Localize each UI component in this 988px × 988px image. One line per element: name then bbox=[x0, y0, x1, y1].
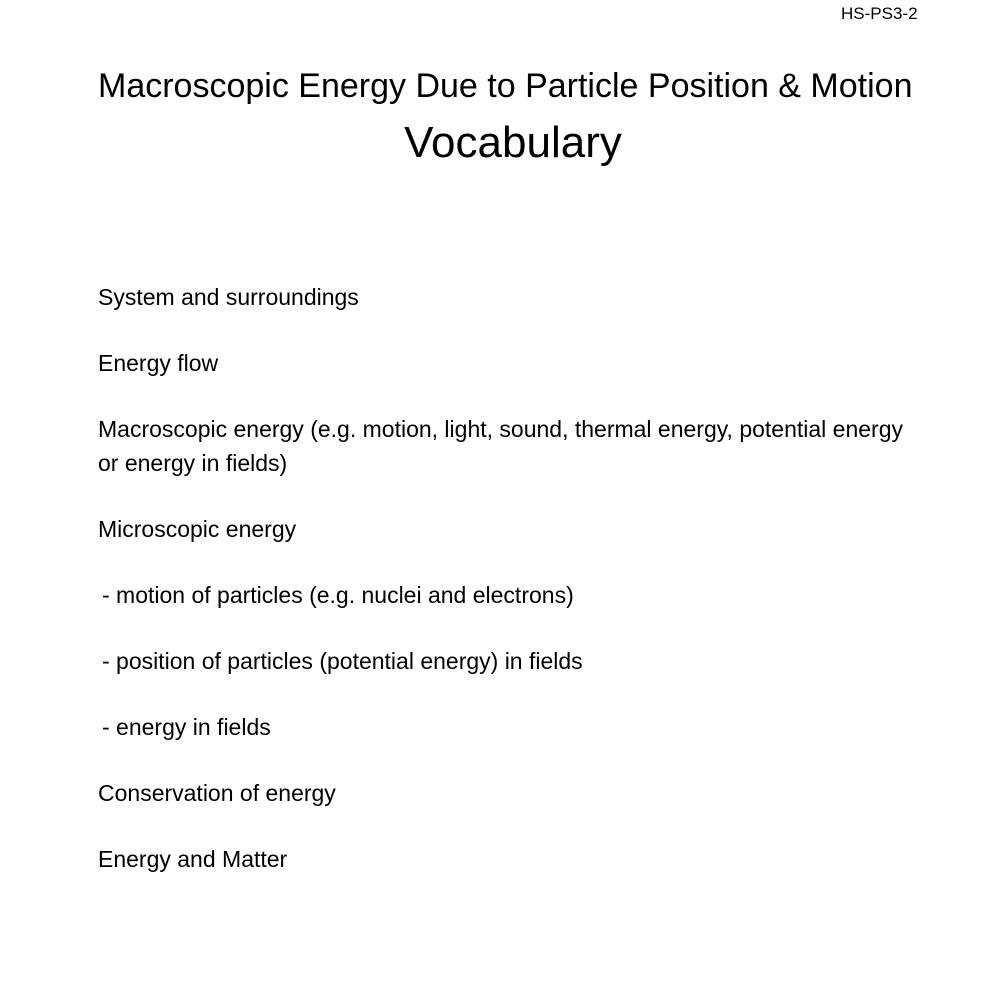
vocab-item-conservation-of-energy: Conservation of energy bbox=[98, 780, 336, 806]
vocab-item-energy-flow: Energy flow bbox=[98, 350, 219, 376]
page-subtitle: Vocabulary bbox=[404, 118, 622, 167]
vocab-item-microscopic-energy: Microscopic energy bbox=[98, 516, 297, 542]
vocab-item-system-surroundings: System and surroundings bbox=[98, 284, 359, 310]
vocab-item-macroscopic-energy: Macroscopic energy (e.g. motion, light, sound, thermal energy, potential energy or energy in fields) bbox=[98, 416, 903, 476]
vocabulary-list bbox=[98, 280, 928, 908]
vocab-subitem-position-of-particles: - position of particles (potential energy) in fields bbox=[102, 648, 583, 674]
vocab-item-energy-and-matter: Energy and Matter bbox=[98, 846, 288, 872]
vocab-subitem-energy-in-fields: - energy in fields bbox=[102, 714, 271, 740]
vocab-subitem-motion-of-particles: - motion of particles (e.g. nuclei and electrons) bbox=[102, 582, 574, 608]
standard-code: HS-PS3-2 bbox=[841, 4, 918, 23]
page-title: Macroscopic Energy Due to Particle Position & Motion bbox=[98, 67, 913, 105]
